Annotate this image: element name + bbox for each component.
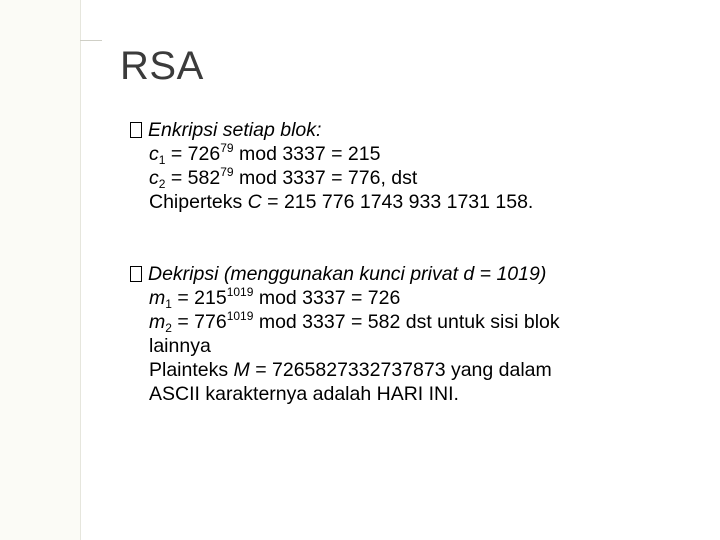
left-decor-band (0, 0, 81, 540)
plainteks-line-continuation: ASCII karakternya adalah HARI INI. (149, 383, 459, 405)
enkripsi-heading: Enkripsi setiap blok: (148, 119, 322, 141)
dekripsi-heading: Dekripsi (menggunakan kunci privat d = 1019) (148, 263, 547, 285)
title-rule (80, 40, 102, 41)
enkripsi-bullet-line (130, 118, 700, 142)
chiperteks-line: Chiperteks C = 215 776 1743 933 1731 158. (149, 191, 534, 213)
slide-title: RSA (120, 44, 204, 88)
m2-line: $m_2 = 776^{1019}$ mod 3337 = 582 dst untuk sisi blok lainnya (130, 310, 700, 358)
dekripsi-bullet-line (130, 262, 700, 286)
c2-line: $c_2 = 582^{79}$ mod 3337 = 776, dst (149, 165, 418, 191)
bullet-box-icon (130, 122, 142, 138)
dekripsi-section (130, 262, 700, 406)
m2-line-continuation: lainnya (149, 335, 211, 357)
plainteks-line: Plainteks M = 7265827332737873 yang dalam ASCII karakternya adalah HARI INI. (130, 358, 700, 406)
bullet-box-icon (130, 266, 142, 282)
c1-line: $c_1 = 726^{79}$ mod 3337 = 215 (149, 141, 381, 167)
m1-line: $m_1 = 215^{1019}$ mod 3337 = 726 (149, 285, 401, 311)
enkripsi-section (130, 118, 700, 214)
